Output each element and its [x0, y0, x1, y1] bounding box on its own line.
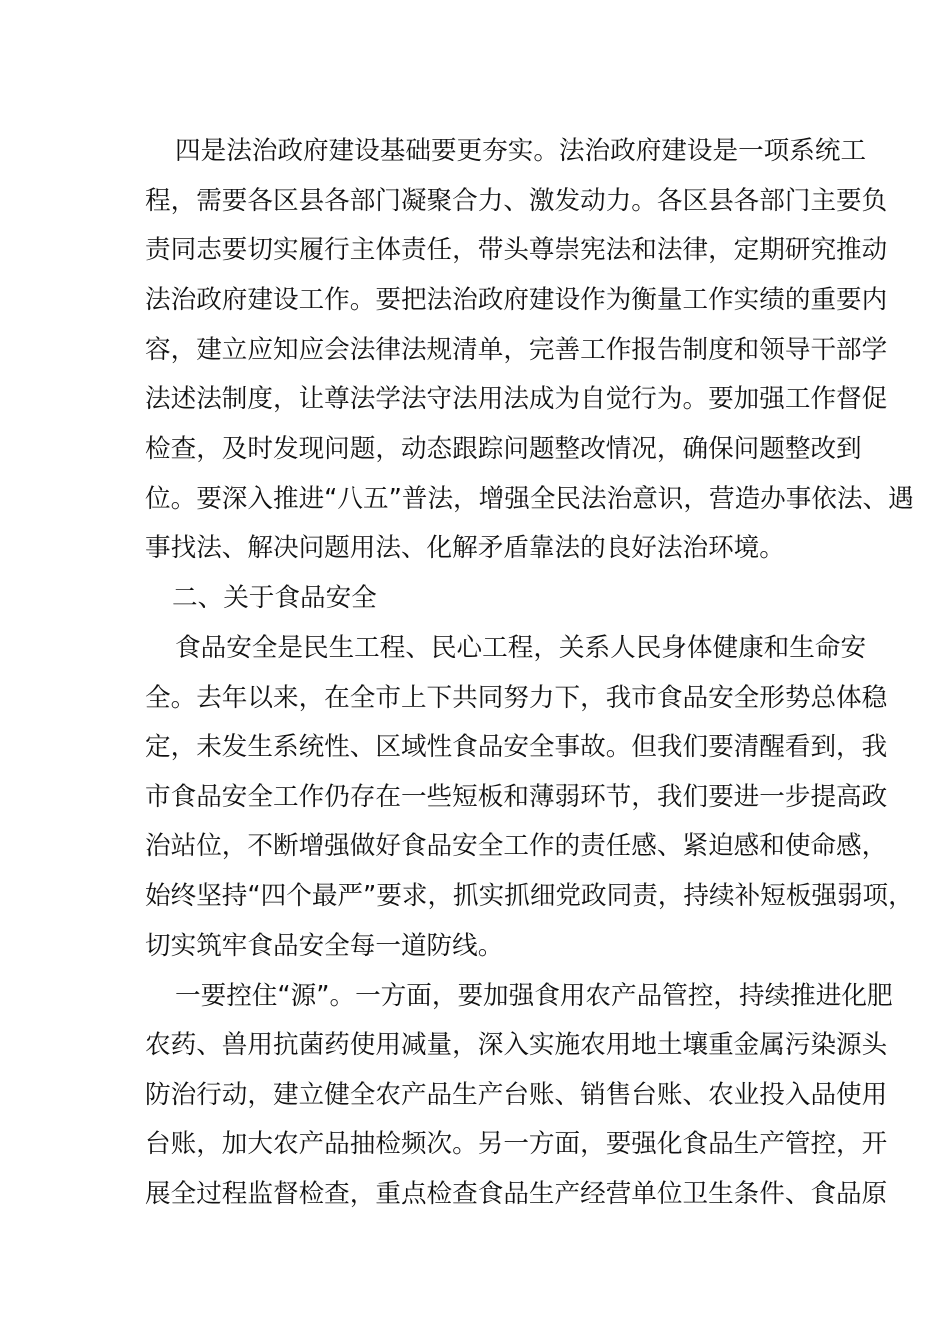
paragraph-3-line: 防治行动，建立健全农产品生产台账、销售台账、农业投入品使用 — [145, 1080, 888, 1110]
paragraph-2-line: 定，未发生系统性、区域性食品安全事故。但我们要清醒看到，我 — [145, 732, 888, 762]
paragraph-1-line: 事找法、解决问题用法、化解矛盾靠法的良好法治环境。 — [145, 533, 785, 563]
paragraph-2-line: 市食品安全工作仍存在一些短板和薄弱环节，我们要进一步提高政 — [145, 782, 888, 812]
paragraph-1-line: 法治政府建设工作。要把法治政府建设作为衡量工作实绩的重要内 — [145, 285, 888, 315]
paragraph-1-line: 位。要深入推进“八五”普法，增强全民法治意识，营造办事依法、遇 — [145, 484, 914, 514]
paragraph-3-line: 台账，加大农产品抽检频次。另一方面，要强化食品生产管控，开 — [145, 1129, 888, 1159]
section-heading: 二、关于食品安全 — [172, 583, 377, 613]
paragraph-2-line: 治站位，不断增强做好食品安全工作的责任感、紧迫感和使命感， — [145, 831, 888, 861]
paragraph-2-line: 食品安全是民生工程、民心工程，关系人民身体健康和生命安 — [175, 633, 867, 663]
paragraph-2-line: 全。去年以来，在全市上下共同努力下，我市食品安全形势总体稳 — [145, 683, 888, 713]
paragraph-3-line: 一要控住“源”。一方面，要加强食用农产品管控，持续推进化肥 — [175, 981, 893, 1011]
paragraph-2-line: 始终坚持“四个最严”要求，抓实抓细党政同责，持续补短板强弱项， — [145, 881, 914, 911]
paragraph-2-line: 切实筑牢食品安全每一道防线。 — [145, 931, 504, 961]
paragraph-1-line: 责同志要切实履行主体责任，带头尊崇宪法和法律，定期研究推动 — [145, 235, 888, 265]
paragraph-1-line: 程，需要各区县各部门凝聚合力、激发动力。各区县各部门主要负 — [145, 186, 888, 216]
paragraph-1-line: 容，建立应知应会法律法规清单，完善工作报告制度和领导干部学 — [145, 335, 888, 365]
paragraph-3-line: 农药、兽用抗菌药使用减量，深入实施农用地土壤重金属污染源头 — [145, 1030, 888, 1060]
paragraph-1-line: 四是法治政府建设基础要更夯实。法治政府建设是一项系统工 — [175, 136, 867, 166]
paragraph-1-line: 检查，及时发现问题，动态跟踪问题整改情况，确保问题整改到 — [145, 434, 862, 464]
paragraph-1-line: 法述法制度，让尊法学法守法用法成为自觉行为。要加强工作督促 — [145, 384, 888, 414]
paragraph-3-line: 展全过程监督检查，重点检查食品生产经营单位卫生条件、食品原 — [145, 1179, 888, 1209]
